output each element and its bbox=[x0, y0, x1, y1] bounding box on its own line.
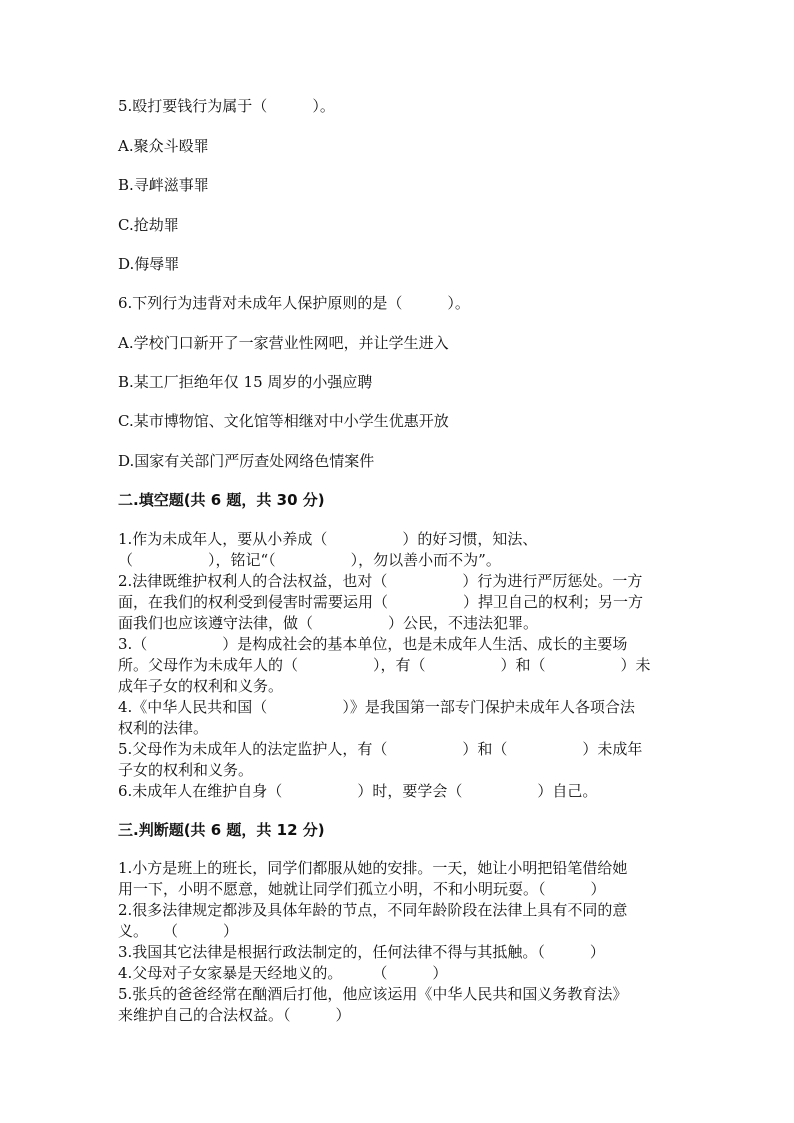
judge-question-2-line-2: 义。 （ ） bbox=[118, 922, 239, 940]
question-6-option-b: B.某工厂拒绝年仅 15 周岁的小强应聘 bbox=[118, 373, 373, 391]
fill-question-4-line-2: 权利的法律。 bbox=[118, 719, 209, 737]
fill-question-1-line-2: （ ），铭记“（ ），勿以善小而不为”。 bbox=[118, 551, 501, 569]
question-6-option-a: A.学校门口新开了一家营业性网吧，并让学生进入 bbox=[118, 334, 449, 352]
fill-question-2-line-1: 2.法律既维护权利人的合法权益，也对（ ）行为进行严厉惩处。一方 bbox=[118, 572, 643, 590]
judge-section-body bbox=[118, 858, 674, 1026]
fill-question-3-line-2: 所。父母作为未成年人的（ ），有（ ）和（ ）未 bbox=[118, 656, 651, 674]
question-5-option-d: D.侮辱罪 bbox=[118, 255, 180, 273]
question-6-option-c: C.某市博物馆、文化馆等相继对中小学生优惠开放 bbox=[118, 412, 449, 430]
fill-question-3-line-3: 成年子女的权利和义务。 bbox=[118, 677, 284, 695]
fill-question-2-line-2: 面，在我们的权利受到侵害时需要运用（ ）捍卫自己的权利；另一方 bbox=[118, 593, 644, 611]
question-6-stem: 6.下列行为违背对未成年人保护原则的是（ ）。 bbox=[118, 294, 470, 312]
judge-question-1-line-2: 用一下，小明不愿意，她就让同学们孤立小明，不和小明玩耍。（ ） bbox=[118, 880, 606, 898]
fill-question-1-line-1: 1.作为未成年人，要从小养成（ ）的好习惯，知法、 bbox=[118, 530, 538, 548]
judge-question-2-line-1: 2.很多法律规定都涉及具体年龄的节点，不同年龄阶段在法律上具有不同的意 bbox=[118, 901, 628, 919]
question-5-option-b: B.寻衅滋事罪 bbox=[118, 176, 209, 194]
question-5-stem: 5.殴打要钱行为属于（ ）。 bbox=[118, 97, 335, 115]
fill-question-5-line-1: 5.父母作为未成年人的法定监护人，有（ ）和（ ）未成年 bbox=[118, 740, 643, 758]
fill-section-heading: 二.填空题(共 6 题，共 30 分) bbox=[118, 491, 325, 509]
judge-section-heading: 三.判断题(共 6 题，共 12 分) bbox=[118, 821, 325, 839]
fill-section-body bbox=[118, 529, 674, 802]
fill-question-4-line-1: 4.《中华人民共和国（ ）》是我国第一部专门保护未成年人各项合法 bbox=[118, 698, 635, 716]
judge-question-1-line-1: 1.小方是班上的班长，同学们都服从她的安排。一天，她让小明把铅笔借给她 bbox=[118, 859, 628, 877]
question-5-option-a: A.聚众斗殴罪 bbox=[118, 137, 209, 155]
question-6-option-d: D.国家有关部门严厉查处网络色情案件 bbox=[118, 452, 375, 470]
question-5-option-c: C.抢劫罪 bbox=[118, 216, 179, 234]
judge-question-4-line-1: 4.父母对子女家暴是天经地义的。 （ ） bbox=[118, 964, 448, 982]
fill-question-5-line-2: 子女的权利和义务。 bbox=[118, 761, 254, 779]
fill-question-6-line-1: 6.未成年人在维护自身（ ）时，要学会（ ）自己。 bbox=[118, 782, 598, 800]
judge-question-5-line-1: 5.张兵的爸爸经常在酗酒后打他，他应该运用《中华人民共和国义务教育法》 bbox=[118, 985, 628, 1003]
fill-question-2-line-3: 面我们也应该遵守法律，做（ ）公民，不违法犯罪。 bbox=[118, 614, 539, 632]
judge-question-3-line-1: 3.我国其它法律是根据行政法制定的，任何法律不得与其抵触。（ ） bbox=[118, 943, 605, 961]
judge-question-5-line-2: 来维护自己的合法权益。（ ） bbox=[118, 1006, 351, 1024]
fill-question-3-line-1: 3.（ ）是构成社会的基本单位，也是未成年人生活、成长的主要场 bbox=[118, 635, 628, 653]
